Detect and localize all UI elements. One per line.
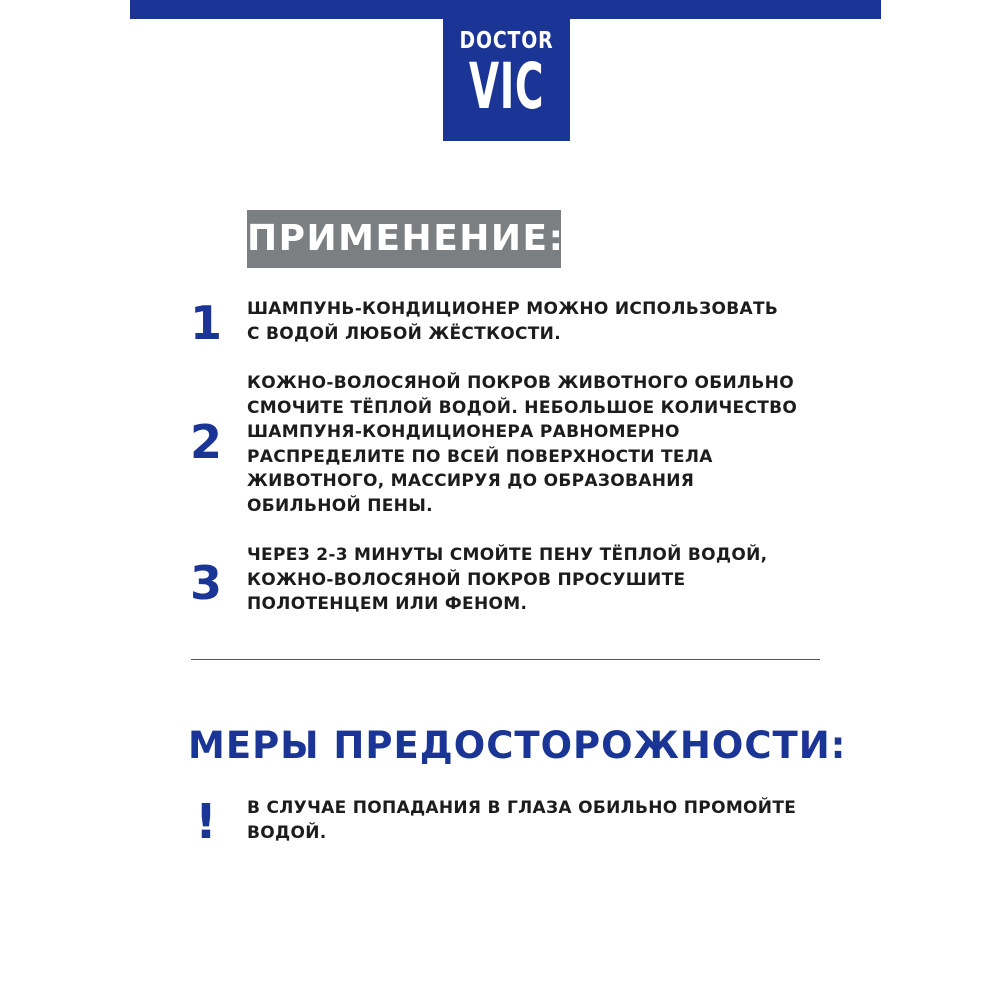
step-text-1: ШАМПУНЬ-КОНДИЦИОНЕР МОЖНО ИСПОЛЬЗОВАТЬ С ВОДОЙ ЛЮБОЙ ЖЁСТКОСТИ.	[247, 299, 779, 344]
step-text-3: ЧЕРЕЗ 2-3 МИНУТЫ СМОЙТЕ ПЕНУ ТЁПЛОЙ ВОДОЙ, КОЖНО-ВОЛОСЯНОЙ ПОКРОВ ПРОСУШИТЕ ПОЛОТЕНЦЕМ ИЛИ ФЕНОМ.	[247, 545, 768, 614]
precautions-title: МЕРЫ ПРЕДОСТОРОЖНОСТИ:	[188, 724, 847, 767]
application-title: ПРИМЕНЕНИЕ:	[247, 218, 565, 259]
section-divider	[191, 659, 820, 660]
brand-logo	[443, 0, 570, 141]
application-title-box	[247, 210, 565, 268]
precautions-text: В СЛУЧАЕ ПОПАДАНИЯ В ГЛАЗА ОБИЛЬНО ПРОМОЙТЕ ВОДОЙ.	[247, 798, 797, 843]
step-text-2: КОЖНО-ВОЛОСЯНОЙ ПОКРОВ ЖИВОТНОГО ОБИЛЬНО СМОЧИТЕ ТЁПЛОЙ ВОДОЙ. НЕБОЛЬШОЕ КОЛИЧЕСТВО ШАМПУНЯ-КОНДИЦИОНЕРА РАВНОМЕРНО РАСПРЕДЕЛИТЕ ПО ВСЕЙ ПОВЕРХНОСТИ ТЕЛА ЖИВОТНОГО, МАССИРУЯ ДО ОБРАЗОВАНИЯ ОБИЛЬНОЙ ПЕНЫ.	[247, 373, 798, 516]
step-number-3: 3	[189, 556, 222, 610]
brand-logo-line2: VIC	[468, 50, 545, 123]
step-number-1: 1	[189, 296, 222, 350]
step-number-2: 2	[189, 415, 222, 469]
exclamation-icon: !	[195, 794, 217, 850]
brand-logo-line1: DOCTOR	[459, 28, 554, 54]
